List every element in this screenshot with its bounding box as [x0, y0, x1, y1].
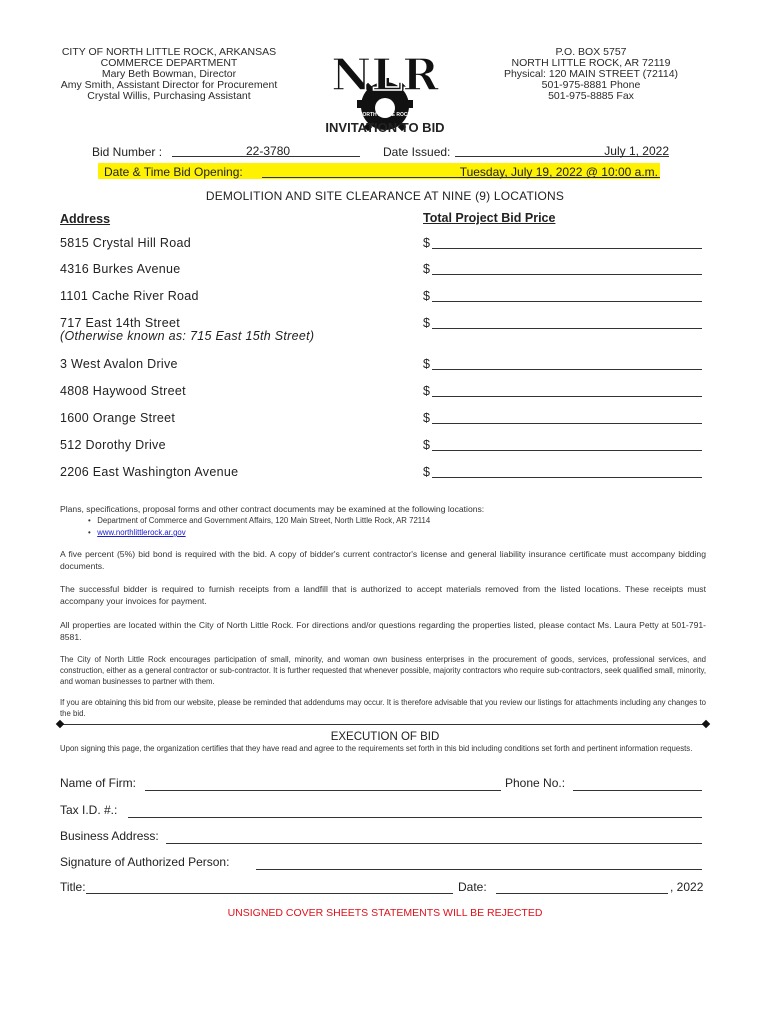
price-input-line[interactable] — [432, 395, 702, 397]
dollar-sign: $ — [423, 438, 430, 452]
address-row: 3 West Avalon Drive — [60, 357, 178, 371]
date-label: Date: — [458, 880, 487, 894]
execution-title: EXECUTION OF BID — [330, 731, 440, 743]
dollar-sign: $ — [423, 411, 430, 425]
purchasing-assistant-name: Crystal Willis, Purchasing Assistant — [87, 90, 251, 102]
price-header: Total Project Bid Price — [423, 211, 556, 225]
fax-number: 501-975-8885 Fax — [548, 90, 634, 102]
project-title: DEMOLITION AND SITE CLEARANCE AT NINE (9) LOCATIONS — [205, 189, 565, 203]
business-address-input[interactable] — [166, 842, 702, 844]
page-title: INVITATION TO BID — [325, 120, 445, 135]
address-row: 717 East 14th Street — [60, 316, 180, 330]
bid-number-field — [172, 143, 360, 157]
phone-input[interactable] — [573, 789, 702, 791]
year-suffix: , 2022 — [670, 880, 704, 894]
date-issued-field — [455, 143, 669, 157]
mailing-city: NORTH LITTLE ROCK, AR 72119 — [511, 57, 671, 69]
po-box: P.O. BOX 5757 — [555, 46, 627, 58]
location-bullet: • Department of Commerce and Government Affairs, 120 Main Street, North Little Rock, AR 72114 — [88, 516, 431, 525]
dollar-sign: $ — [423, 357, 430, 371]
title-label: Title: — [60, 880, 86, 894]
properties-paragraph: All properties are located within the City of North Little Rock. For directions and/or questions regarding the properties listed, please contact Ms. Laura Petty at 501-791-8581. — [60, 620, 706, 642]
date-issued-label: Date Issued: — [383, 145, 451, 159]
address-row: 1101 Cache River Road — [60, 289, 199, 303]
header-left — [36, 47, 302, 102]
price-input-line[interactable] — [432, 368, 702, 370]
address-header: Address — [60, 212, 111, 226]
address-row: 5815 Crystal Hill Road — [60, 236, 191, 250]
date-issued-value: July 1, 2022 — [604, 144, 669, 158]
phone-number: 501-975-8881 Phone — [541, 79, 641, 91]
dollar-sign: $ — [423, 289, 430, 303]
address-row: 512 Dorothy Drive — [60, 438, 166, 452]
address-row: 4808 Haywood Street — [60, 384, 186, 398]
dollar-sign: $ — [423, 236, 430, 250]
landfill-paragraph: The successful bidder is required to furnish receipts from a landfill that is authorized to accept materials removed from the listed locations. These receipts must accompany your invoices for payment. — [60, 584, 706, 606]
business-address-label: Business Address: — [60, 829, 159, 843]
price-input-line[interactable] — [432, 327, 702, 329]
unsigned-warning: UNSIGNED COVER SHEETS STATEMENTS WILL BE REJECTED — [227, 907, 543, 919]
svg-text:NLR: NLR — [331, 50, 439, 101]
price-input-line[interactable] — [432, 273, 702, 275]
price-input-line[interactable] — [432, 422, 702, 424]
address-row: 1600 Orange Street — [60, 411, 176, 425]
assistant-director-name: Amy Smith, Assistant Director for Procurement — [60, 79, 278, 91]
bid-opening-label: Date & Time Bid Opening: — [104, 165, 243, 179]
address-row: 4316 Burkes Avenue — [60, 262, 181, 276]
website-link[interactable]: www.northlittlerock.ar.gov — [97, 528, 186, 537]
signature-label: Signature of Authorized Person: — [60, 855, 230, 869]
director-name: Mary Beth Bowman, Director — [101, 68, 237, 80]
firm-name-input[interactable] — [145, 789, 501, 791]
address-row: 2206 East Washington Avenue — [60, 465, 239, 479]
dollar-sign: $ — [423, 316, 430, 330]
bid-opening-field — [262, 164, 660, 178]
price-input-line[interactable] — [432, 449, 702, 451]
divider-diamond — [56, 720, 64, 728]
date-input[interactable] — [496, 892, 668, 894]
tax-id-label: Tax I.D. #.: — [60, 803, 118, 817]
bid-bond-paragraph: A five percent (5%) bid bond is required with the bid. A copy of bidder's current contractor's license and general liability insurance certificate must accompany bidding documents. — [60, 549, 706, 571]
price-input-line[interactable] — [432, 247, 702, 249]
physical-address: Physical: 120 MAIN STREET (72114) — [503, 68, 679, 80]
bid-opening-value: Tuesday, July 19, 2022 @ 10:00 a.m. — [459, 165, 658, 179]
dollar-sign: $ — [423, 384, 430, 398]
plans-intro: Plans, specifications, proposal forms and other contract documents may be examined at the following locations: — [60, 504, 485, 514]
section-divider — [60, 724, 706, 725]
price-input-line[interactable] — [432, 476, 702, 478]
location-bullet: • www.northlittlerock.ar.gov — [88, 528, 186, 537]
department-name: COMMERCE DEPARTMENT — [100, 57, 238, 69]
firm-name-label: Name of Firm: — [60, 776, 137, 790]
addendum-paragraph: If you are obtaining this bid from our website, please be reminded that addendums may occur. It is therefore advisable that you review our listings for attachments including any changes to the bid. — [60, 698, 706, 718]
svg-text:NORTH LITTLE ROCK: NORTH LITTLE ROCK — [358, 112, 412, 118]
divider-diamond — [702, 720, 710, 728]
business-enterprise-paragraph: The City of North Little Rock encourages participation of small, minority, and woman own business enterprises in the procurement of goods, services, professional services, and construction, either as a general contractor or sub-contractor. It is further requested that whenever possible, majority contractors who require sub-contractors, seek qualified small, minority, and woman businesses to partner with them. — [60, 655, 706, 686]
city-name: CITY OF NORTH LITTLE ROCK, ARKANSAS — [61, 46, 277, 58]
signature-input[interactable] — [256, 868, 702, 870]
header-right — [488, 47, 694, 102]
execution-text: Upon signing this page, the organization certifies that they have read and agree to the requirements set forth in this bid including conditions set forth and pertinent information requests. — [60, 744, 693, 753]
price-input-line[interactable] — [432, 300, 702, 302]
phone-label: Phone No.: — [505, 776, 566, 790]
bid-number-value: 22-3780 — [246, 144, 291, 158]
bid-number-label: Bid Number : — [92, 145, 163, 159]
title-input[interactable] — [86, 892, 453, 894]
dollar-sign: $ — [423, 465, 430, 479]
tax-id-input[interactable] — [128, 816, 702, 818]
location-text: Department of Commerce and Government Affairs, 120 Main Street, North Little Rock, AR 72114 — [97, 516, 431, 525]
dollar-sign: $ — [423, 262, 430, 276]
address-note: (Otherwise known as: 715 East 15th Street) — [60, 329, 315, 343]
